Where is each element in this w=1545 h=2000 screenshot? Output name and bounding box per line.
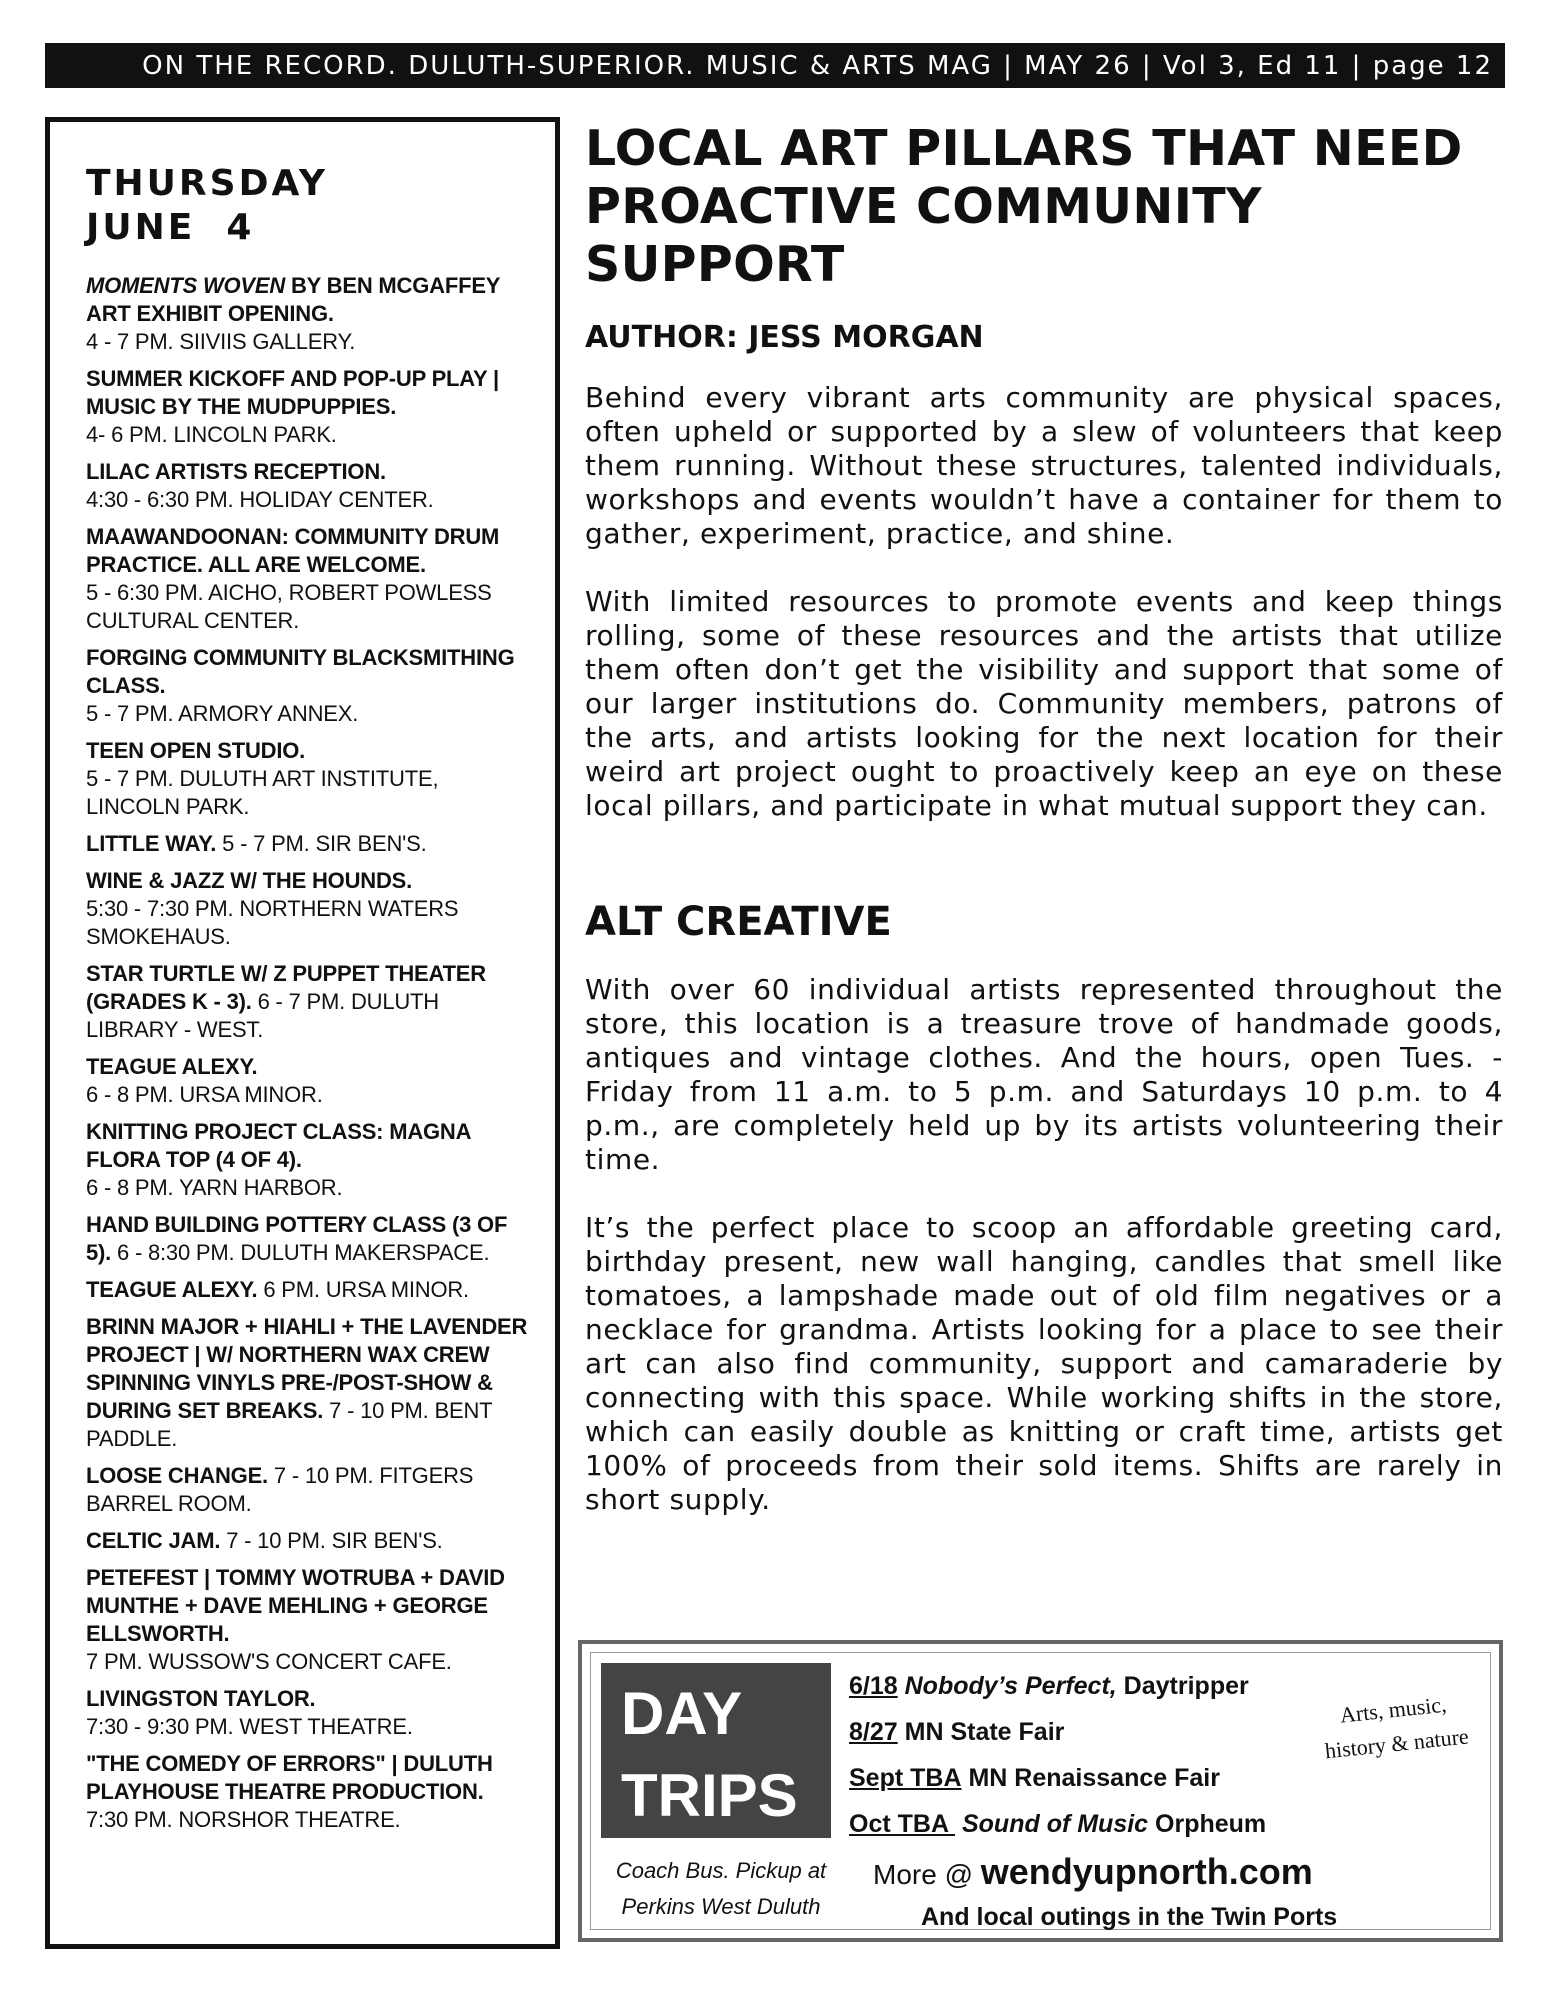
event-title-text: LOOSE CHANGE. bbox=[86, 1463, 268, 1488]
trip-name: MN Renaissance Fair bbox=[968, 1764, 1220, 1792]
event-details: 6 - 8:30 PM. DULUTH MAKERSPACE. bbox=[111, 1240, 490, 1265]
event-title bbox=[86, 459, 386, 484]
local-outings-note: And local outings in the Twin Ports bbox=[921, 1903, 1338, 1931]
trip-date: Sept TBA bbox=[849, 1764, 962, 1792]
event-title-text: KNITTING PROJECT CLASS: MAGNA FLORA TOP (4 OF 4). bbox=[86, 1119, 471, 1172]
event-title-text: LILAC ARTISTS RECEPTION. bbox=[86, 459, 386, 484]
event-details: 5 - 7 PM. ARMORY ANNEX. bbox=[86, 701, 359, 726]
event-details: 5 - 6:30 PM. AICHO, ROBERT POWLESS CULTURAL CENTER. bbox=[86, 580, 492, 633]
trip-venue: Orpheum bbox=[1148, 1810, 1267, 1838]
calendar-event bbox=[86, 830, 533, 858]
event-title-text: "THE COMEDY OF ERRORS" | DULUTH PLAYHOUSE THEATRE PRODUCTION. bbox=[86, 1751, 493, 1804]
event-details: 6 - 8 PM. URSA MINOR. bbox=[86, 1082, 323, 1107]
event-details: 6 - 7 PM. DULUTH LIBRARY - WEST. bbox=[86, 989, 439, 1042]
event-details: 5 - 7 PM. DULUTH ART INSTITUTE, LINCOLN PARK. bbox=[86, 766, 439, 819]
calendar-event bbox=[86, 365, 533, 449]
day-trips-advertisement bbox=[578, 1640, 1503, 1942]
event-title bbox=[86, 1277, 257, 1302]
event-title-text: SUMMER KICKOFF AND POP-UP PLAY | MUSIC BY THE MUDPUPPIES. bbox=[86, 366, 499, 419]
article-headline: LOCAL ART PILLARS THAT NEED PROACTIVE COMMUNITY SUPPORT bbox=[585, 120, 1463, 293]
trip-name: MN State Fair bbox=[904, 1718, 1065, 1746]
event-title-text: TEAGUE ALEXY. bbox=[86, 1054, 258, 1079]
calendar-event bbox=[86, 1276, 533, 1304]
event-calendar bbox=[45, 117, 560, 1949]
event-title bbox=[86, 1565, 505, 1646]
calendar-date: JUNE 4 bbox=[86, 207, 255, 248]
event-details: 4 - 7 PM. SIIVIIS GALLERY. bbox=[86, 329, 356, 354]
article-paragraph: Behind every vibrant arts community are physical spaces, often upheld or supported by a slew of volunteers that keep them running. Without these structures, talented individuals, workshops and events wouldn’t have a container for them to gather, experiment, practice, and shine. bbox=[585, 381, 1503, 550]
event-details: 7:30 - 9:30 PM. WEST THEATRE. bbox=[86, 1714, 413, 1739]
event-title bbox=[86, 1054, 257, 1079]
calendar-event bbox=[86, 523, 533, 635]
calendar-event bbox=[86, 1685, 533, 1741]
more-prefix: More @ bbox=[873, 1859, 981, 1890]
trip-name: Nobody’s Perfect, bbox=[904, 1672, 1117, 1700]
calendar-event bbox=[86, 1211, 533, 1267]
website-link[interactable]: wendyupnorth.com bbox=[980, 1851, 1313, 1892]
event-details: 7:30 PM. NORSHOR THEATRE. bbox=[86, 1807, 401, 1832]
event-details: 7 PM. WUSSOW'S CONCERT CAFE. bbox=[86, 1649, 452, 1674]
trip-item bbox=[849, 1663, 1266, 1709]
calendar-event bbox=[86, 737, 533, 821]
event-details: 4- 6 PM. LINCOLN PARK. bbox=[86, 422, 337, 447]
trip-item bbox=[849, 1709, 1266, 1755]
calendar-event bbox=[86, 1462, 533, 1518]
event-details: 7 - 10 PM. FITGERS BARREL ROOM. bbox=[86, 1463, 474, 1516]
event-title bbox=[86, 1463, 268, 1488]
ad-tagline: Arts, music, history & nature bbox=[1323, 1691, 1470, 1764]
event-title-text: BRINN MAJOR + HIAHLI + THE LAVENDER PROJECT | W/ NORTHERN WAX CREW SPINNING VINYLS PRE-/POST-SHOW & DURING SET BREAKS. bbox=[86, 1314, 528, 1423]
event-details: 6 PM. URSA MINOR. bbox=[257, 1277, 469, 1302]
event-title bbox=[86, 366, 499, 419]
article-paragraph: It’s the perfect place to scoop an affordable greeting card, birthday present, new wall hanging, candles that smell like tomatoes, a lampshade made out of old film negatives or a necklace for grandma. Artists looking for a place to see their art can also find community, support and camaraderie by connecting with this space. While working shifts in the store, which can easily double as knitting or craft time, artists get 100% of proceeds from their sold items. Shifts are rarely in short supply. bbox=[585, 1211, 1503, 1516]
event-title-italic: MOMENTS WOVEN bbox=[86, 273, 286, 298]
article-author: AUTHOR: JESS MORGAN bbox=[585, 320, 984, 355]
trip-item bbox=[849, 1801, 1266, 1847]
calendar-event bbox=[86, 1313, 533, 1453]
event-title-text: STAR TURTLE W/ Z PUPPET THEATER (GRADES K - 3). bbox=[86, 961, 486, 1014]
event-title bbox=[86, 1528, 220, 1553]
trip-date: 6/18 bbox=[849, 1672, 898, 1700]
day-trips-word-1: DAY bbox=[621, 1680, 743, 1747]
trip-venue: Daytripper bbox=[1116, 1672, 1249, 1700]
article-paragraph: With limited resources to promote events and keep things rolling, some of these resources and the artists that utilize them often don’t get the visibility and support that some of our larger institutions do. Community members, patrons of the arts, and artists looking for the next location for their weird art project ought to proactively keep an eye on these local pillars, and participate in what mutual support they can. bbox=[585, 585, 1503, 822]
event-title-text: CELTIC JAM. bbox=[86, 1528, 221, 1553]
day-trips-block bbox=[601, 1663, 831, 1838]
calendar-event bbox=[86, 458, 533, 514]
more-info-line bbox=[873, 1851, 1313, 1893]
event-details: 5 - 7 PM. SIR BEN'S. bbox=[216, 831, 427, 856]
event-list bbox=[86, 272, 533, 1834]
calendar-event bbox=[86, 1118, 533, 1202]
day-trips-word-2: TRIPS bbox=[621, 1762, 798, 1829]
article bbox=[585, 120, 1503, 1551]
event-title bbox=[86, 831, 216, 856]
event-title bbox=[86, 1751, 493, 1804]
calendar-event bbox=[86, 867, 533, 951]
event-details: 7 - 10 PM. SIR BEN'S. bbox=[220, 1528, 443, 1553]
event-title bbox=[86, 868, 412, 893]
event-title bbox=[86, 1686, 315, 1711]
calendar-weekday: THURSDAY bbox=[86, 163, 328, 204]
coach-pickup-note: Coach Bus. Pickup at Perkins West Duluth bbox=[615, 1858, 827, 1919]
section-heading: ALT CREATIVE bbox=[585, 899, 892, 945]
trip-list bbox=[849, 1663, 1266, 1847]
event-details: 6 - 8 PM. YARN HARBOR. bbox=[86, 1175, 343, 1200]
calendar-date-heading bbox=[86, 162, 533, 250]
event-details: 7 - 10 PM. BENT PADDLE. bbox=[86, 1398, 492, 1451]
event-title-text: TEEN OPEN STUDIO. bbox=[86, 738, 306, 763]
event-title bbox=[86, 273, 500, 326]
event-details: 4:30 - 6:30 PM. HOLIDAY CENTER. bbox=[86, 487, 434, 512]
event-title bbox=[86, 645, 514, 698]
event-title bbox=[86, 1119, 471, 1172]
event-title-text: LIVINGSTON TAYLOR. bbox=[86, 1686, 316, 1711]
trip-item bbox=[849, 1755, 1266, 1801]
calendar-event bbox=[86, 272, 533, 356]
ad-frame bbox=[590, 1652, 1491, 1930]
trip-name: Sound of Music bbox=[961, 1810, 1149, 1838]
masthead: ON THE RECORD. DULUTH-SUPERIOR. MUSIC & ARTS MAG | MAY 26 | Vol 3, Ed 11 | page 12 bbox=[45, 43, 1505, 88]
event-title-text: HAND BUILDING POTTERY CLASS (3 OF 5). bbox=[86, 1212, 508, 1265]
event-title-text: PETEFEST | TOMMY WOTRUBA + DAVID MUNTHE + DAVE MEHLING + GEORGE ELLSWORTH. bbox=[86, 1565, 505, 1646]
event-title-text: MAAWANDOONAN: COMMUNITY DRUM PRACTICE. ALL ARE WELCOME. bbox=[86, 524, 500, 577]
calendar-event bbox=[86, 644, 533, 728]
trip-date: Oct TBA bbox=[849, 1810, 956, 1838]
calendar-event bbox=[86, 1564, 533, 1676]
calendar-event bbox=[86, 1750, 533, 1834]
calendar-event bbox=[86, 1527, 533, 1555]
calendar-event bbox=[86, 1053, 533, 1109]
event-title-text: TEAGUE ALEXY. bbox=[86, 1277, 258, 1302]
event-title-text: LITTLE WAY. bbox=[86, 831, 217, 856]
event-title-text: WINE & JAZZ W/ THE HOUNDS. bbox=[86, 868, 413, 893]
event-details: 5:30 - 7:30 PM. NORTHERN WATERS SMOKEHAUS. bbox=[86, 896, 459, 949]
event-title-text: FORGING COMMUNITY BLACKSMITHING CLASS. bbox=[86, 645, 515, 698]
article-paragraph: With over 60 individual artists represented throughout the store, this location is a treasure trove of handmade goods, antiques and vintage clothes. And the hours, open Tues. - Friday from 11 a.m. to 5 p.m. and Saturdays 10 p.m. to 4 p.m., are completely held up by its artists volunteering their time. bbox=[585, 973, 1503, 1176]
event-title bbox=[86, 524, 499, 577]
event-title bbox=[86, 738, 305, 763]
trip-date: 8/27 bbox=[849, 1718, 898, 1746]
calendar-event bbox=[86, 960, 533, 1044]
event-title-text: BY BEN MCGAFFEY ART EXHIBIT OPENING. bbox=[86, 273, 500, 326]
